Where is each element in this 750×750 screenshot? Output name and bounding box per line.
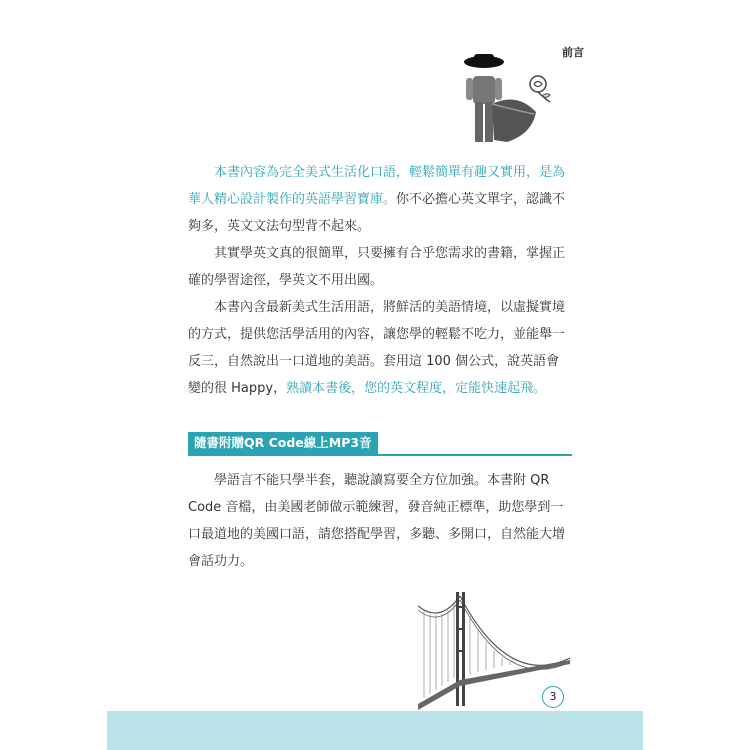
section-label: 前言 — [562, 46, 584, 59]
mp3-text: 學語言不能只學半套，聽說讀寫要全方位加強。本書附 QR Code 音檔，由美國老師做示範練習，發音純正標準，助您學到一口最道地的美國口語，請您搭配學習，多聽、多開口，自然能大增會話功力。 — [188, 473, 566, 569]
intro-highlight: 本書內容為完全美式生活化口語，輕鬆簡單有趣又實用，是為華人精心設計製作的英語學習寶庫。 — [188, 165, 566, 207]
bottom-color-band — [107, 711, 643, 750]
mp3-banner: 隨書附贈QR Code線上MP3音檔 — [188, 432, 378, 454]
page-number: 3 — [542, 686, 564, 708]
intro-paragraph-3 — [188, 294, 568, 402]
person-with-rose-illustration — [462, 52, 554, 148]
intro-text-3: 本書內含最新美式生活用語，將鮮活的美語情境，以虛擬實境的方式，提供您活學活用的內容，讓您學的輕鬆不吃力，並能舉一反三，自然說出一口道地的美語。套用這 100 個公式，說英語會變的很 Happy， — [188, 300, 566, 396]
intro-paragraph-1 — [188, 159, 568, 240]
intro-highlight-3: 熟讀本書後，您的英文程度，定能快速起飛。 — [286, 381, 547, 396]
intro-text: 你不必擔心英文單字，認識不夠多，英文文法句型背不起來。 — [188, 192, 566, 234]
intro-text-2: 其實學英文真的很簡單，只要擁有合乎您需求的書籍，掌握正確的學習途徑，學英文不用出國。 — [188, 246, 566, 288]
mp3-paragraph — [188, 467, 568, 575]
banner-rule — [188, 454, 572, 456]
intro-paragraph-2 — [188, 240, 568, 294]
